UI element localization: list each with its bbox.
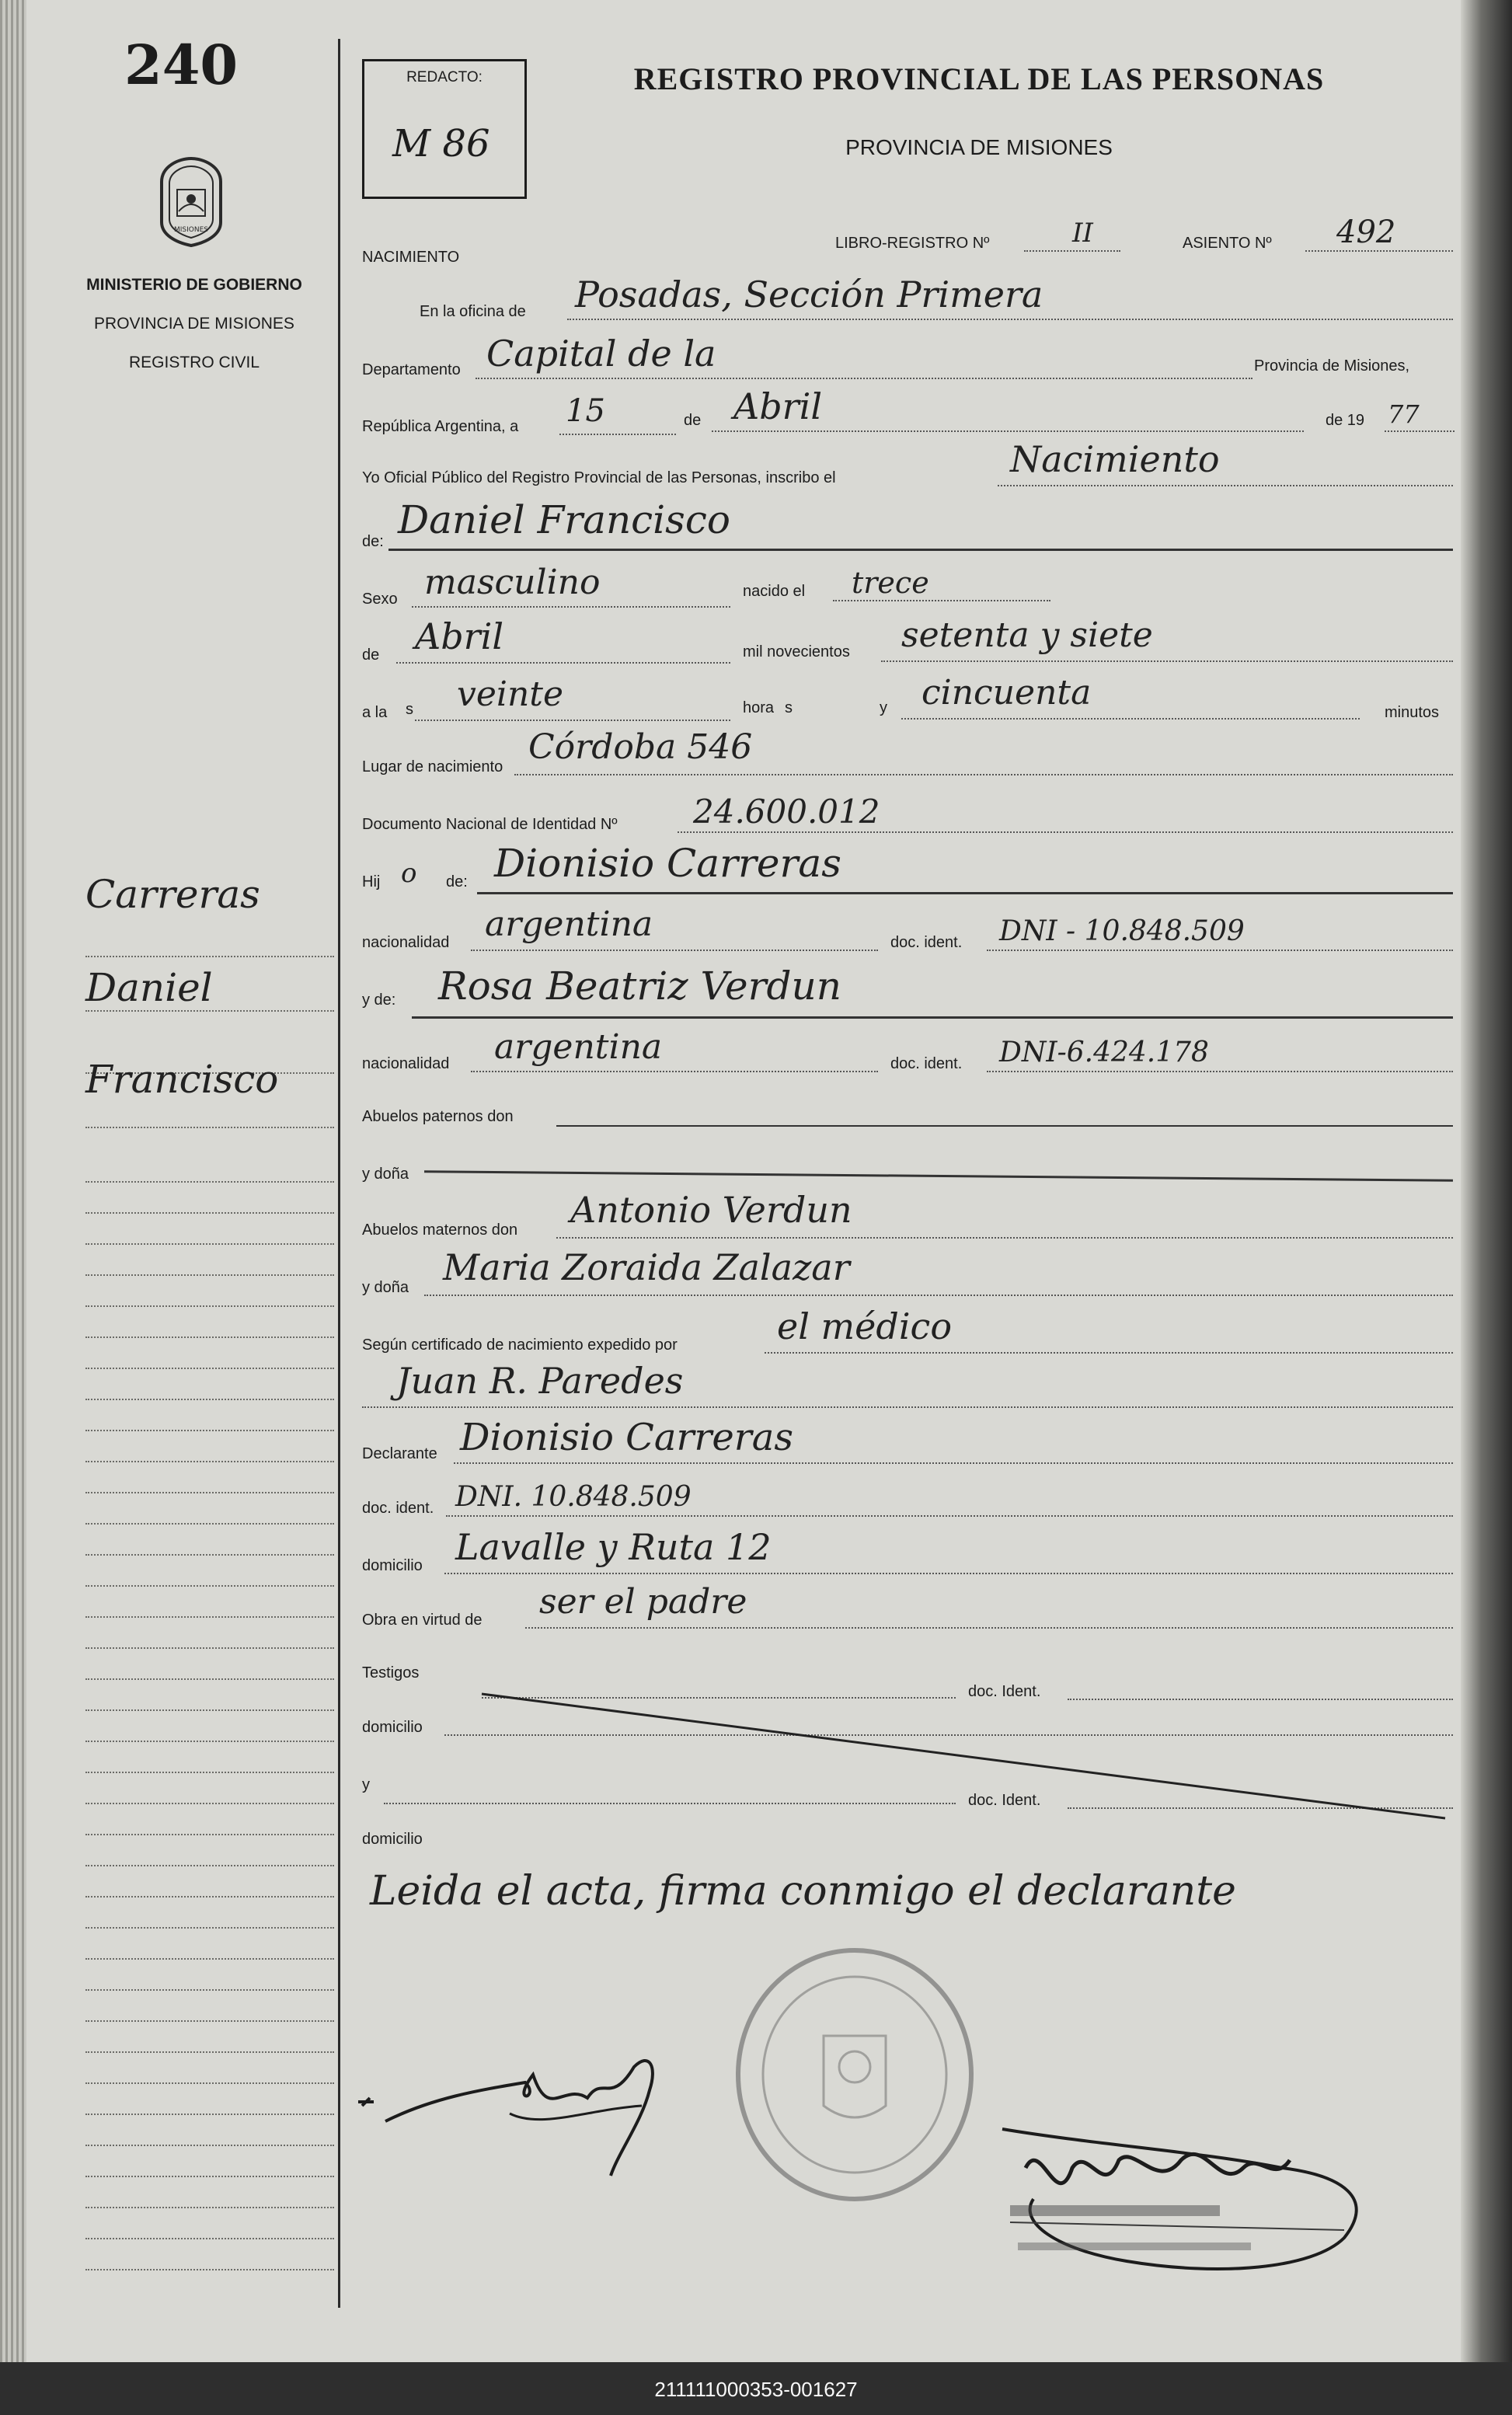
anio2-value: setenta y siete <box>901 615 1153 655</box>
mes2-value: Abril <box>415 615 504 657</box>
hij-de-label: de: <box>446 873 468 890</box>
testigos-strike-line <box>466 1671 1461 1826</box>
madre-nac-value: argentina <box>494 1027 663 1067</box>
ab-pat-label: Abuelos paternos don <box>362 1108 514 1125</box>
y-minutos-label: y <box>880 699 887 716</box>
departamento-value: Capital de la <box>486 333 716 375</box>
ala-suffix: s <box>406 701 413 718</box>
padre-value: Dionisio Carreras <box>494 841 841 886</box>
redacto-box <box>362 59 527 199</box>
republica-label: República Argentina, a <box>362 418 519 435</box>
de-label: de <box>684 412 702 429</box>
ab-mat-value: Antonio Verdun <box>570 1189 852 1231</box>
margin-first-name: Daniel <box>85 965 213 1010</box>
horas-value: veinte <box>457 674 564 714</box>
horas-suffix: s <box>785 699 793 716</box>
provincial-crest-icon <box>155 155 227 249</box>
oficina-label: En la oficina de <box>420 303 526 320</box>
declarant-signature <box>354 2036 789 2191</box>
document-subtitle: PROVINCIA DE MISIONES <box>845 135 1113 159</box>
de-mes-label: de <box>362 646 380 664</box>
minutos-label: minutos <box>1385 704 1440 721</box>
ab-mat-dona-label: y doña <box>362 1279 409 1296</box>
hij-label: Hij <box>362 873 381 890</box>
anio-label: de 19 <box>1326 412 1365 429</box>
dni-label: Documento Nacional de Identidad Nº <box>362 816 618 833</box>
asiento-label: ASIENTO Nº <box>1183 235 1272 252</box>
dni-value: 24.600.012 <box>693 793 880 831</box>
declarante-label: Declarante <box>362 1445 437 1462</box>
ministry-label: MINISTERIO DE GOBIERNO <box>86 276 302 294</box>
libro-value: II <box>1072 218 1093 249</box>
oficial-label: Yo Oficial Público del Registro Provincial de las Personas, inscribo el <box>362 469 836 486</box>
de-nombre-label: de: <box>362 533 384 550</box>
padre-doc-label: doc. ident. <box>890 934 963 951</box>
anio-value: 77 <box>1388 399 1420 429</box>
provincia-suffix: Provincia de Misiones, <box>1254 357 1410 375</box>
official-signature <box>987 2114 1391 2292</box>
minutos-value: cincuenta <box>921 673 1092 713</box>
testigo2-y-label: y <box>362 1776 370 1793</box>
ala-label: a la <box>362 704 388 721</box>
domicilio-label: domicilio <box>362 1557 423 1574</box>
redacto-value: M 86 <box>392 122 490 166</box>
sexo-label: Sexo <box>362 591 398 608</box>
closing-text: Leida el acta, firma conmigo el declarante <box>370 1868 1236 1915</box>
testigo1-doc-label: doc. Ident. <box>968 1683 1041 1700</box>
ab-pat-dona-label: y doña <box>362 1166 409 1183</box>
asiento-value: 492 <box>1336 214 1396 250</box>
dia-value: 15 <box>566 393 605 429</box>
hij-suffix: o <box>401 858 417 889</box>
oficina-value: Posadas, Sección Primera <box>575 274 1043 315</box>
horas-label: hora <box>743 699 775 716</box>
registry-label: REGISTRO CIVIL <box>128 354 260 371</box>
padre-nac-label: nacionalidad <box>362 934 450 951</box>
obra-value: ser el padre <box>539 1582 747 1622</box>
testigos-label: Testigos <box>362 1664 420 1681</box>
province-label: PROVINCIA DE MISIONES <box>94 315 294 333</box>
lugar-value: Córdoba 546 <box>528 727 753 767</box>
page-edge-shadow <box>1461 0 1512 2362</box>
medico-value: Juan R. Paredes <box>396 1360 684 1402</box>
testigo2-doc-label: doc. Ident. <box>968 1792 1041 1809</box>
departamento-label: Departamento <box>362 361 461 378</box>
nacido-label: nacido el <box>743 583 806 600</box>
document-title: REGISTRO PROVINCIAL DE LAS PERSONAS <box>633 61 1325 96</box>
acto-value: Nacimiento <box>1010 438 1220 480</box>
madre-nac-label: nacionalidad <box>362 1055 450 1072</box>
nacido-value: trece <box>852 566 929 600</box>
book-binding <box>0 0 26 2362</box>
padre-nac-value: argentina <box>485 904 653 944</box>
segun-value: el médico <box>777 1305 953 1347</box>
margin-second-name: Francisco <box>85 1057 279 1102</box>
ab-mat-dona-value: Maria Zoraida Zalazar <box>443 1246 850 1288</box>
testigo1-dom-label: domicilio <box>362 1719 423 1736</box>
domicilio-value: Lavalle y Ruta 12 <box>455 1526 772 1568</box>
footer-caption: 211111000353-001627 <box>654 2378 858 2401</box>
madre-doc-value: DNI-6.424.178 <box>999 1037 1209 1068</box>
page-number: 240 <box>124 33 239 97</box>
obra-label: Obra en virtud de <box>362 1612 483 1629</box>
mes-value: Abril <box>733 385 823 427</box>
lugar-label: Lugar de nacimiento <box>362 758 503 775</box>
redacto-label: REDACTO: <box>406 69 483 85</box>
segun-label: Según certificado de nacimiento expedido por <box>362 1336 678 1354</box>
testigo2-dom-label: domicilio <box>362 1831 423 1848</box>
padre-doc-value: DNI - 10.848.509 <box>999 915 1245 947</box>
madre-doc-label: doc. ident. <box>890 1055 963 1072</box>
madre-value: Rosa Beatriz Verdun <box>438 964 841 1009</box>
nombre-value: Daniel Francisco <box>398 497 730 542</box>
margin-surname: Carreras <box>85 872 260 917</box>
decl-doc-label: doc. ident. <box>362 1500 434 1517</box>
act-type-label: NACIMIENTO <box>362 249 460 266</box>
yde-label: y de: <box>362 991 396 1009</box>
crest-text: MISIONES <box>173 226 209 234</box>
decl-doc-value: DNI. 10.848.509 <box>455 1481 692 1513</box>
column-divider <box>338 39 340 2308</box>
mil-label: mil novecientos <box>743 643 850 660</box>
ab-mat-label: Abuelos maternos don <box>362 1221 518 1239</box>
declarante-value: Dionisio Carreras <box>460 1416 793 1459</box>
sexo-value: masculino <box>424 563 601 602</box>
libro-label: LIBRO-REGISTRO Nº <box>835 235 990 252</box>
left-header <box>78 266 311 382</box>
